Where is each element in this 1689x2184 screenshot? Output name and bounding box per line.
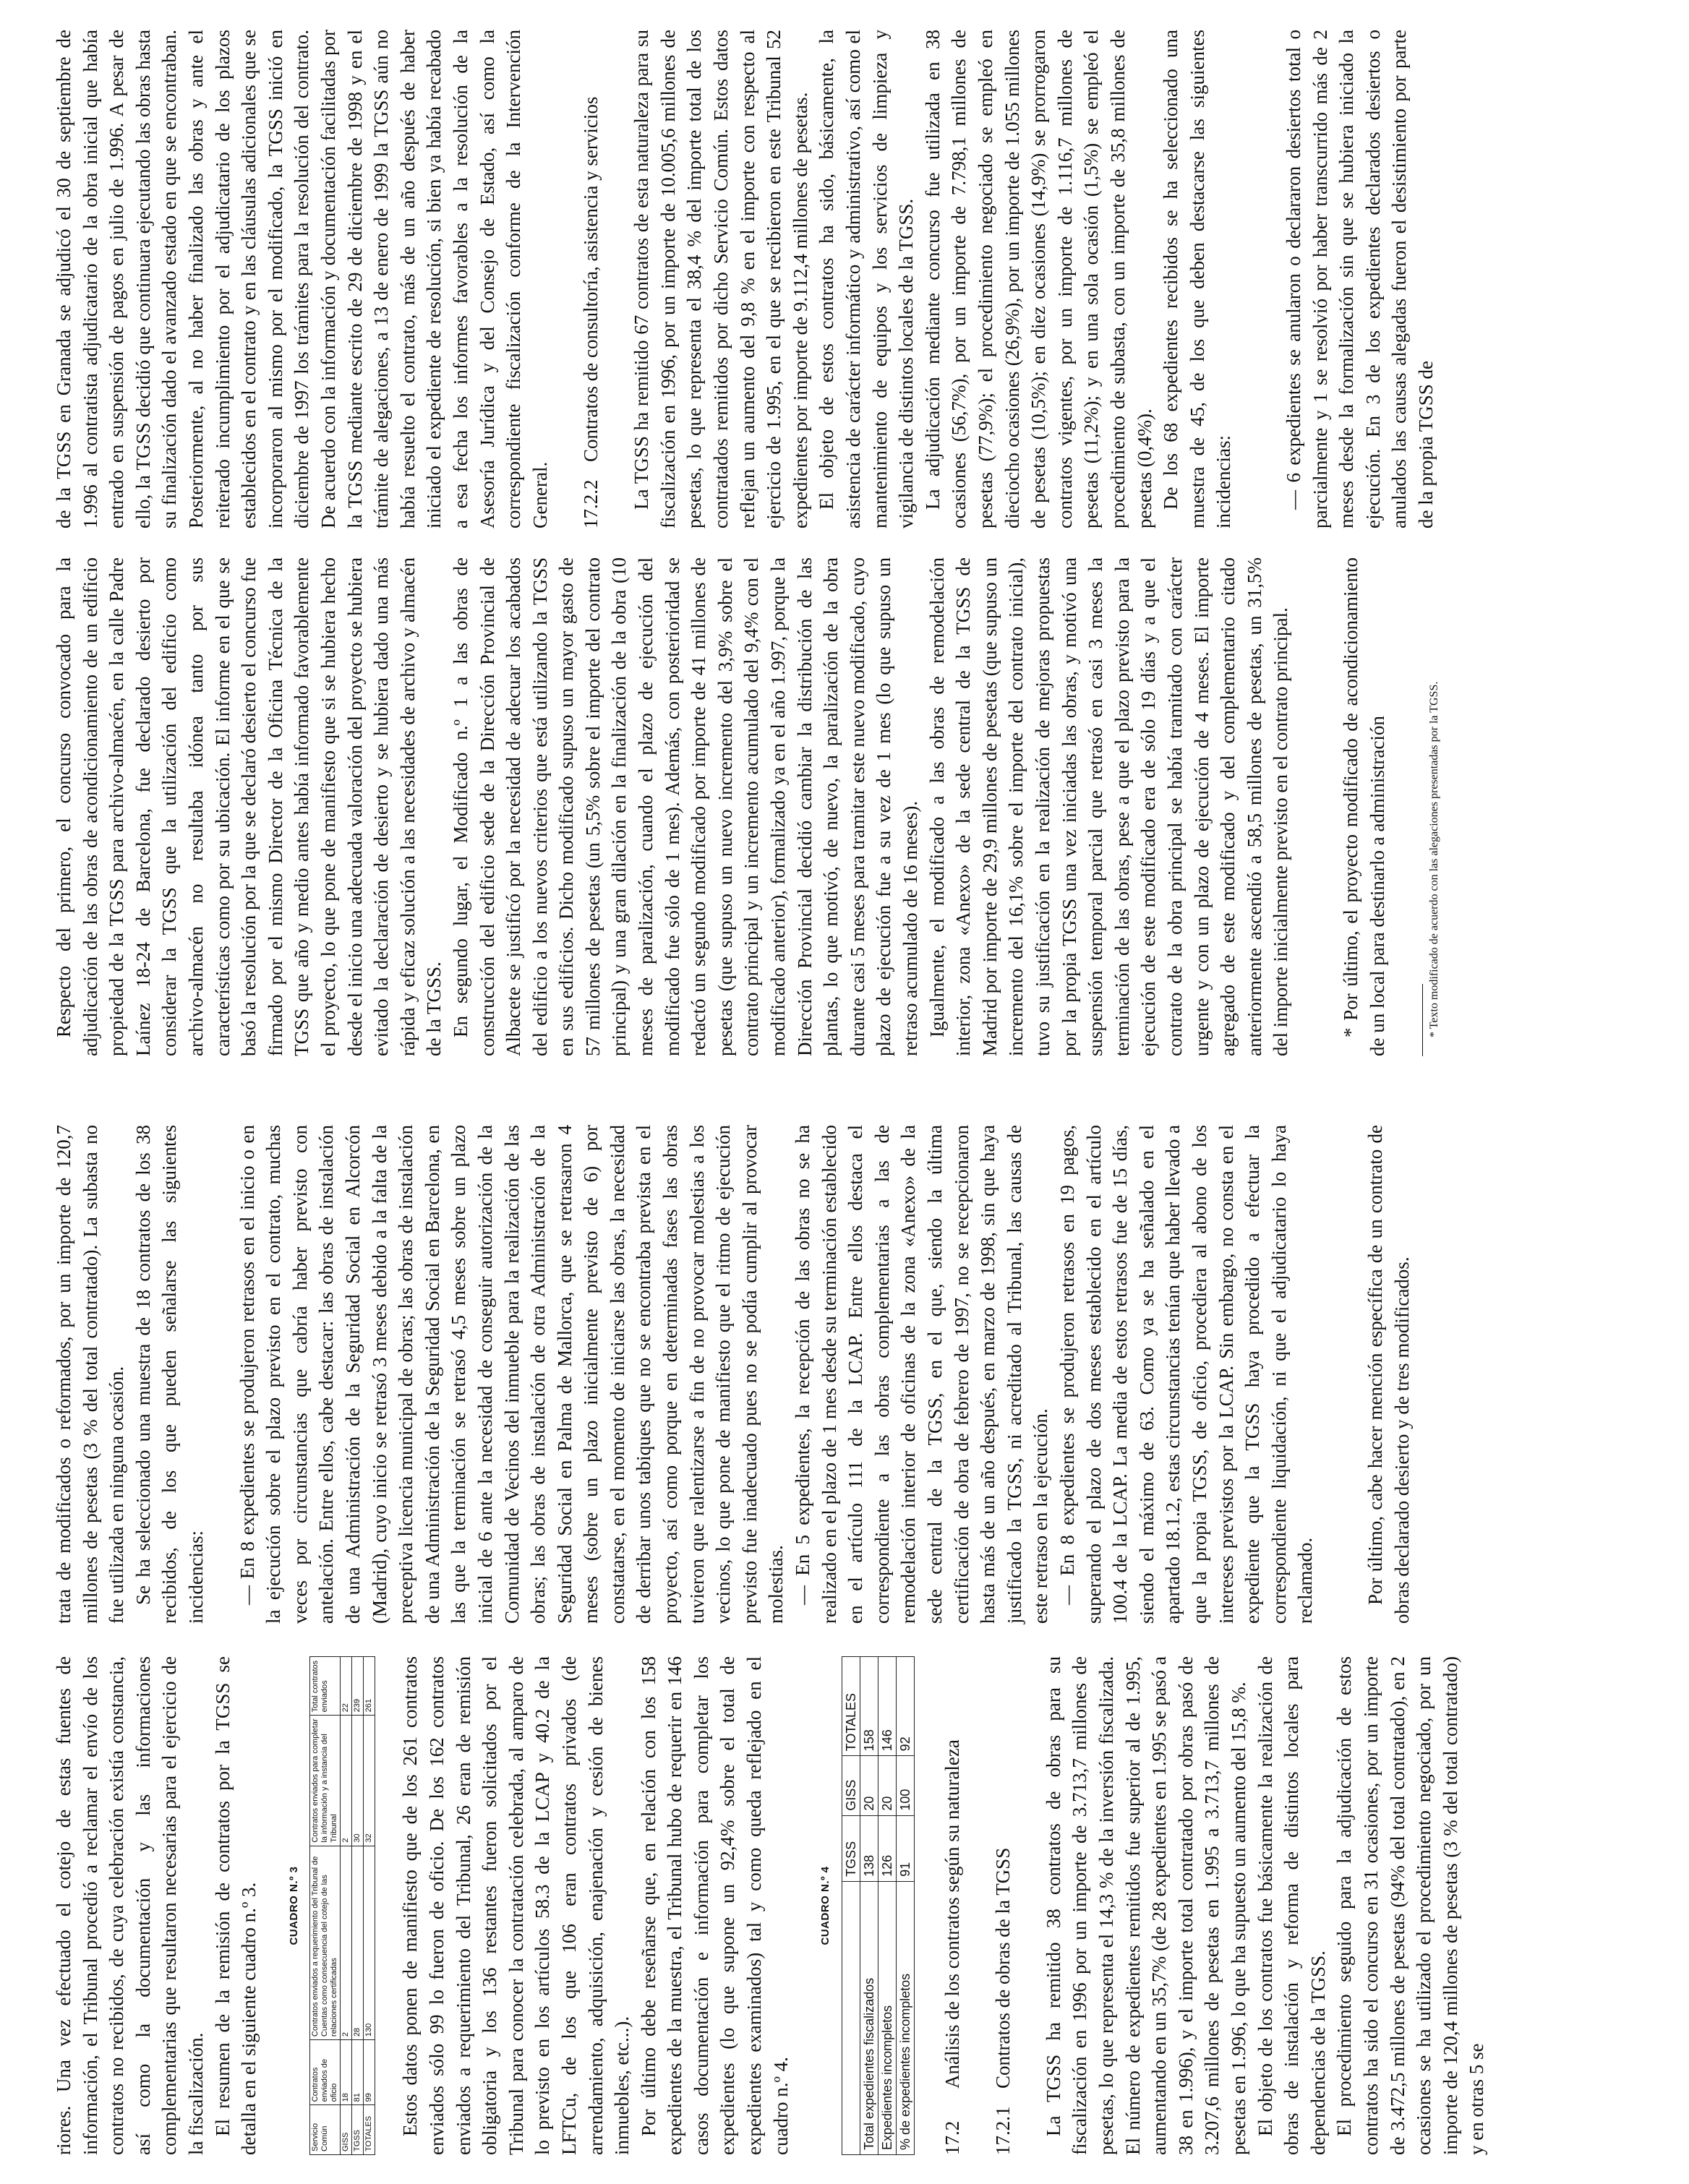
paragraph: La TGSS ha remitido 67 contratos de esta naturaleza para su fiscalización en 1996, por un importe de 10.005,6 millones de pesetas, lo que representa el 38,4 % del importe total de los contratados remitidos por dicho Servicio Común. Estos datos reflejan un aumento del 9,8 % en el importe con respecto al ejercicio de 1.995, en el que se recibieron en este Tribunal 52 expedientes por importe de 9.112,4 millones de pesetas.	[630, 30, 811, 528]
table-cell: 22	[341, 1657, 352, 1716]
table-cell: 130	[364, 1846, 375, 2039]
paragraph: El resumen de la remisión de contratos por la TGSS se detalla en el siguiente cuadro n.º 3.	[211, 1656, 260, 2155]
table-cell: GISS	[341, 2105, 352, 2155]
table-cell: 239	[352, 1657, 364, 1716]
table-row	[341, 1657, 352, 2155]
cuadro-4-table	[842, 1656, 915, 2155]
header-cell: Contratos enviados para completar la información y a instancia del Tribunal	[310, 1716, 341, 1846]
table-header-row	[842, 1657, 860, 2155]
paragraph: Por último, cabe hacer mención específica de un contrato de obras declarado desierto y de tres modificados.	[1364, 1125, 1413, 1624]
section-title: Contratos de consultoría, asistencia y servicios	[580, 96, 602, 462]
section-heading-17-2-2	[578, 30, 604, 528]
table-cell: 18	[341, 2040, 352, 2105]
table-cell: % de expedientes incompletos	[896, 1881, 914, 2154]
paragraph: El objeto de los contratos fue básicamente la realización de obras de instalación y reforma de distintos locales para dependencias de la TGSS.	[1254, 1656, 1329, 2155]
table-cell: 20	[860, 1756, 878, 1815]
table-row	[878, 1657, 896, 2155]
paragraph: riores. Una vez efectuado el cotejo de estas fuentes de información, el Tribunal procedió a reclamar el envío de los contratos no recibidos, de cuya celebración existía constancia, así como la documentación y las informaciones complementarias que resultaron necesarias para el ejercicio de la fiscalización.	[53, 1656, 207, 2155]
cuadro-4	[813, 1656, 915, 2155]
header-cell: Servicio Común	[310, 2105, 341, 2155]
table-cell: 2	[341, 1716, 352, 1846]
paragraph: El procedimiento seguido para la adjudicación de estos contratos ha sido el concurso en 31 ocasiones, por un importe de 3.472,5 millones de pesetas (94% del total contratado), en 2 ocasiones se ha utilizado el procedimiento negociado, por un importe de 120,4 millones de pesetas (3 % del total contratado) y en otras 5 se	[1333, 1656, 1488, 2155]
paragraph: — En 8 expedientes se produjeron retrasos en 19 pagos, superando el plazo de dos meses establecido en el artículo 100.4 de la LCAP. La media de estos retrasos fue de 15 días, siendo el máximo de 63. Como ya se ha señalado en el apartado 18.1.2, estas circunstancias tenían que haber llevado a que la propia TGSS, de oficio, procediera al abono de los intereses previstos por la LCAP. Sin embargo, no consta en el expediente que la TGSS haya procedido a efectuar la correspondiente liquidación, ni que el adjudicatario lo haya reclamado.	[1056, 1125, 1317, 1624]
paragraph: La adjudicación mediante concurso fue utilizada en 38 ocasiones (56,7%), por un importe de 7.798,1 millones de pesetas (77,9%); el procedimiento negociado se empleó en dieciocho ocasiones (26,9%), por un importe de 1.055 millones de pesetas (10,5%); en diez ocasiones (14,9%) se prorrogaron contratos vigentes, por un importe de 1.116,7 millones de pesetas (11,2%); y en una sola ocasión (1,5%) se empleó el procedimiento de subasta, con un importe de 35,8 millones de pesetas (0,4%).	[921, 30, 1155, 528]
section-title: Análisis de los contratos según su naturaleza	[941, 1739, 963, 2089]
table-row	[364, 1657, 375, 2155]
paragraph: Igualmente, el modificado a las obras de remodelación interior, zona «Anexo» de la sede central de la TGSS de Madrid por importe de 29,9 millones de pesetas (que supuso un incremento del 16,1% sobre el importe del contrato inicial), tuvo su justificación en la realización de mejoras propuestas por la propia TGSS una vez iniciadas las obras, y motivó una suspensión temporal parcial que retrasó en casi 3 meses la terminación de las obras, pese a que el plazo previsto para la ejecución de este modificado era de sólo 19 días y a que el contrato de la obra principal se había tramitado con carácter urgente y con un plazo de ejecución de 4 meses. El importe agregado de este modificado y del complementario citado anteriormente ascendió a 58,5 millones de pesetas, un 31,5% del importe inicialmente previsto en el contrato principal.	[925, 557, 1292, 1056]
paragraph: En segundo lugar, el Modificado n.º 1 a las obras de construcción del edificio sede de la Dirección Provincial de Albacete se justificó por la necesidad de adecuar los acabados del edificio a los nuevos criterios que está utilizando la TGSS en sus edificios. Dicho modificado supuso un mayor gasto de 57 millones de pesetas (un 5,5% sobre el importe del contrato principal) y una gran dilación en la finalización de la obra (10 meses de paralización, cuando el plazo de ejecución del modificado fue sólo de 1 mes). Además, con posterioridad se redactó un segundo modificado por importe de 41 millones de pesetas (que supuso un nuevo incremento del 3,9% sobre el contrato principal y un incremento acumulado del 9,4% con el modificado anterior), formalizado ya en el año 1.997, porque la Dirección Provincial decidió cambiar la distribución de las plantas, lo que motivó, de nuevo, la paralización de la obra durante casi 5 meses para tramitar este nuevo modificado, cuyo plazo de ejecución fue a su vez de 1 mes (lo que supuso un retraso acumulado de 16 meses).	[449, 557, 921, 1056]
table-cell: 92	[896, 1657, 914, 1756]
cuadro-3	[281, 1656, 376, 2155]
paragraph: — En 8 expedientes se produjeron retrasos en el inicio o en la ejecución sobre el plazo previsto en el contrato, muchas veces por circunstancias que cabría haber previsto con antelación. Entre ellos, cabe destacar: las obras de instalación de una Administración de la Seguridad Social en Alcorcón (Madrid), cuyo inicio se retrasó 3 meses debido a la falta de la preceptiva licencia municipal de obras; las obras de instalación de una Administración de la Seguridad Social en Barcelona, en las que la terminación se retrasó 4,5 meses sobre un plazo inicial de 6 ante la necesidad de conseguir autorización de la Comunidad de Vecinos del inmueble para la realización de las obras; las obras de instalación de otra Administración de la Seguridad Social en Palma de Mallorca, que se retrasaron 4 meses (sobre un plazo inicialmente previsto de 6) por constatarse, en el momento de iniciarse las obras, la necesidad de derribar unos tabiques que no se encontraba prevista en el proyecto, así como porque en determinadas fases las obras tuvieron que ralentizarse a fin de no provocar molestias a los vecinos, lo que pone de manifiesto que el ritmo de ejecución previsto fue inadecuado pues no se podía cumplir al provocar molestias.	[236, 1125, 787, 1624]
section-heading-17-2	[939, 1656, 965, 2155]
table-cell: 261	[364, 1657, 375, 1716]
paragraph: La TGSS ha remitido 38 contratos de obras para su fiscalización en 1996 por un importe de 3.713,7 millones de pesetas, lo que representa el 14,3 % de la inversión fiscalizada. El número de expedientes remitidos fue superior al de 1.995, aumentando en un 35,7% (de 28 expedientes en 1.995 se pasó a 38 en 1.996), y el importe total contratado por obras pasó de 3.207,6 millones de pesetas en 1.995 a 3.713,7 millones de pesetas en 1.996, lo que ha supuesto un aumento del 15,8 %.	[1042, 1656, 1249, 2155]
header-cell: TOTALES	[842, 1657, 860, 1756]
footnote: * Texto modificado de acuerdo con las alegaciones presentadas por la TGSS.	[1428, 681, 1441, 1037]
paragraph: Respecto del primero, el concurso convocado para la adjudicación de las obras de acondicionamiento de un edificio propiedad de la TGSS para archivo-almacén, en la calle Padre Laínez 18-24 de Barcelona, fue declarado desierto por considerar la TGSS que la utilización del edificio como archivo-almacén no resultaba idónea tanto por sus características como por su ubicación. El informe en el que se basó la resolución por la que se declaró desierto el concurso fue firmado por el mismo Director de la Oficina Técnica de la TGSS que año y medio antes había informado favorablemente el proyecto, lo que pone de manifiesto que si se hubiera hecho desde el inicio una adecuada valoración del proyecto se hubiera evitado la declaración de desierto y se hubiera dado una más rápida y eficaz solución a las necesidades de archivo y almacén de la TGSS.	[53, 557, 445, 1056]
table-cell: 81	[352, 2040, 364, 2105]
table-title: CUADRO N.º 3	[287, 1866, 300, 1945]
paragraph: Estos datos ponen de manifiesto que de los 261 contratos enviados sólo 99 lo fueron de oficio. De los 162 contratos enviados a requerimiento del Tribunal, 26 eran de remisión obligatoria y los 136 restantes fueron solicitados por el Tribunal para conocer la contratación celebrada, al amparo de lo previsto en los artículos 58.3 de la LCAP y 40.2 de la LFTCu, de los que 106 eran contratos privados (de arrendamiento, adquisición, enajenación y cesión de bienes inmuebles, etc...).	[399, 1656, 633, 2155]
table-cell: 28	[352, 1846, 364, 2039]
table-header-row	[310, 1657, 341, 2155]
table-cell: 100	[896, 1756, 914, 1815]
paragraph: * Por último, el proyecto modificado de acondicionamiento de un local para destinarlo a administración	[1339, 557, 1388, 1056]
header-cell: Total contratos enviados	[310, 1657, 341, 1716]
paragraph: Se ha seleccionado una muestra de 18 contratos de los 38 recibidos, de los que pueden señalarse las siguientes incidencias:	[132, 1125, 207, 1624]
table-cell: 32	[364, 1716, 375, 1846]
column-4	[51, 30, 1440, 528]
section-title: Contratos de obras de la TGSS	[991, 1847, 1014, 2089]
table-cell: 2	[341, 1846, 352, 2039]
table-cell: 146	[878, 1657, 896, 1756]
table-row	[896, 1657, 914, 2155]
paragraph: Por último debe reseñarse que, en relación con los 158 expedientes de la muestra, el Tribunal hubo de requerir en 146 casos documentación e información para completar los expedientes (lo que supone un 92,4% sobre el total de expedientes examinados) tal y como queda reflejado en el cuadro n.º 4.	[637, 1656, 792, 2155]
paragraph: trata de modificados o reformados, por un importe de 120,7 millones de pesetas (3 % del total contratado). La subasta no fue utilizada en ninguna ocasión.	[53, 1125, 128, 1624]
table-cell: 138	[860, 1815, 878, 1881]
table-cell: TOTALES	[364, 2105, 375, 2155]
table-cell: 30	[352, 1716, 364, 1846]
table-cell: 158	[860, 1657, 878, 1756]
table-cell: 126	[878, 1815, 896, 1881]
table-row	[860, 1657, 878, 2155]
cuadro-3-table	[309, 1656, 375, 2155]
paragraph: de la TGSS en Granada se adjudicó el 30 de septiembre de 1.996 al contratista adjudicatario de la obra inicial que había entrado en suspensión de pagos en julio de 1.996. A pesar de ello, la TGSS decidió que continuara ejecutando las obras hasta su finalización dado el avanzado estado en que se encontraban. Posteriormente, al no haber finalizado las obras y ante el reiterado incumplimiento por el adjudicatario de los plazos establecidos en el contrato y en las cláusulas adicionales que se incorporaron al mismo por el modificado, la TGSS inició en diciembre de 1997 los trámites para la resolución del contrato. De acuerdo con la información y documentación facilitadas por la TGSS mediante escrito de 29 de diciembre de 1998 y en el trámite de alegaciones, a 13 de enero de 1999 la TGSS aún no había resuelto el contrato, más de un año después de haber iniciado el expediente de resolución, si bien ya había recabado a esa fecha los informes favorables a la resolución de la Asesoría Jurídica y del Consejo de Estado, así como la correspondiente fiscalización conforme de la Intervención General.	[53, 30, 551, 528]
column-2	[51, 1125, 1415, 1624]
paragraph: — En 5 expedientes, la recepción de las obras no se ha realizado en el plazo de 1 mes desde su terminación establecido en el artículo 111 de la LCAP. Entre ellos destaca el correspondiente a las obras complementarias a las de remodelación interior de oficinas de la zona «Anexo» de la sede central de la TGSS, en el que, siendo la última certificación de obra de febrero de 1997, no se recepcionaron hasta más de un año después, en marzo de 1998, sin que haya justificado la TGSS, ni acreditado al Tribunal, las causas de este retraso en la ejecución.	[792, 1125, 1052, 1624]
spacer	[1319, 1125, 1362, 1624]
footnote-rule	[1422, 984, 1423, 1056]
spacer	[1294, 557, 1338, 1056]
table-cell: 99	[364, 2040, 375, 2105]
header-cell: TGSS	[842, 1815, 860, 1881]
header-cell: Contratos enviados a requerimiento del Tribunal de Cuentas como consecuencia del cotejo de las relaciones certificadas	[310, 1846, 341, 2039]
table-title: CUADRO N.º 4	[819, 1866, 832, 1945]
header-cell	[842, 1881, 860, 2154]
paragraph: — 6 expedientes se anularon o declararon desiertos total o parcialmente y 1 se resolvió por haber transcurrido más de 2 meses desde la formalización sin que se hubiera iniciado la ejecución. En 3 de los expedientes declarados desiertos o anulados las causas alegadas fueron el desistimiento por parte de la propia TGSS de	[1282, 30, 1437, 528]
table-cell: Expedientes incompletos	[878, 1881, 896, 2154]
spacer	[1237, 30, 1280, 528]
table-cell: TGSS	[352, 2105, 364, 2155]
section-number: 17.2	[941, 2120, 963, 2155]
section-number: 17.2.2	[580, 479, 602, 528]
section-number: 17.2.1	[991, 2106, 1014, 2155]
paragraph: El objeto de estos contratos ha sido, básicamente, la asistencia de carácter informático y administrativo, así como el mantenimiento de equipos y los servicios de limpieza y vigilancia de distintos locales de la TGSS.	[816, 30, 918, 528]
header-cell: GISS	[842, 1756, 860, 1815]
table-cell: Total expedientes fiscalizados	[860, 1881, 878, 2154]
table-row	[352, 1657, 364, 2155]
column-1	[51, 1656, 1490, 2155]
table-cell: 20	[878, 1756, 896, 1815]
column-3	[51, 557, 1442, 1056]
table-cell: 91	[896, 1815, 914, 1881]
header-cell: Contratos enviados de oficio	[310, 2040, 341, 2105]
paragraph: De los 68 expedientes recibidos se ha seleccionado una muestra de 45, de los que deben destacarse las siguientes incidencias:	[1160, 30, 1235, 528]
section-heading-17-2-1	[990, 1656, 1016, 2155]
